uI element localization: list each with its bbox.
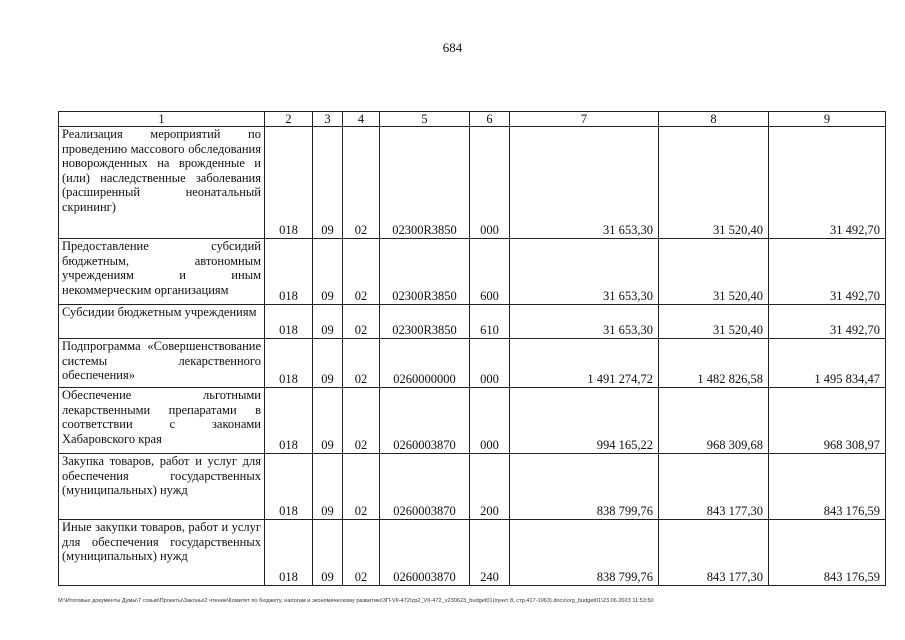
cell-ministry: 018	[265, 239, 313, 305]
cell-expense-type: 240	[470, 520, 510, 586]
row-name-cell	[59, 305, 265, 339]
cell-amount-year2: 843 177,30	[659, 454, 769, 520]
cell-amount-year2: 31 520,40	[659, 127, 769, 239]
cell-amount-year3: 968 308,97	[769, 388, 886, 454]
cell-subsection: 02	[343, 127, 380, 239]
cell-amount-year2: 968 309,68	[659, 388, 769, 454]
cell-section: 09	[313, 127, 343, 239]
cell-subsection: 02	[343, 239, 380, 305]
cell-amount-year3: 1 495 834,47	[769, 339, 886, 388]
cell-expense-type: 000	[470, 127, 510, 239]
table-row	[59, 388, 886, 454]
cell-expense-type: 200	[470, 454, 510, 520]
cell-expense-type: 000	[470, 339, 510, 388]
row-name-cell	[59, 339, 265, 388]
cell-subsection: 02	[343, 520, 380, 586]
header-row	[59, 112, 886, 127]
table-row	[59, 305, 886, 339]
page-number: 684	[442, 40, 463, 55]
cell-ministry: 018	[265, 520, 313, 586]
cell-ministry: 018	[265, 305, 313, 339]
cell-target-article: 0260003870	[380, 520, 470, 586]
row-name-cell	[59, 388, 265, 454]
document-footer-path: M:\Итоговые документы Думы\7 созыв\Проекты\Законы\2 чтение\Комитет по бюджету, налогам и экономическому развитию\ЗП-VII-472\zp2_VII-472_v230623_budget01(пункт 8, стр.417-1063).docx\org_budget01\23.06.2023 11:53:50	[58, 598, 654, 604]
cell-subsection: 02	[343, 305, 380, 339]
budget-table	[58, 111, 886, 586]
cell-section: 09	[313, 454, 343, 520]
cell-section: 09	[313, 339, 343, 388]
cell-amount-year3: 31 492,70	[769, 127, 886, 239]
header-cell: 7	[510, 112, 659, 127]
cell-amount-year1: 31 653,30	[510, 305, 659, 339]
cell-section: 09	[313, 305, 343, 339]
cell-amount-year1: 838 799,76	[510, 520, 659, 586]
cell-subsection: 02	[343, 339, 380, 388]
cell-amount-year2: 1 482 826,58	[659, 339, 769, 388]
cell-target-article: 0260000000	[380, 339, 470, 388]
row-name: Обеспечение льготными лекарственными препаратами в соответствии с законами Хабаровского края	[62, 388, 261, 446]
row-name-cell	[59, 454, 265, 520]
header-cell: 5	[380, 112, 470, 127]
cell-target-article: 0260003870	[380, 388, 470, 454]
cell-ministry: 018	[265, 127, 313, 239]
cell-expense-type: 600	[470, 239, 510, 305]
header-cell: 3	[313, 112, 343, 127]
table-row	[59, 520, 886, 586]
cell-amount-year3: 31 492,70	[769, 305, 886, 339]
cell-section: 09	[313, 520, 343, 586]
row-name: Закупка товаров, работ и услуг для обеспечения государственных (муниципальных) нужд	[62, 454, 261, 498]
cell-amount-year3: 31 492,70	[769, 239, 886, 305]
cell-amount-year3: 843 176,59	[769, 454, 886, 520]
table-row	[59, 454, 886, 520]
cell-section: 09	[313, 388, 343, 454]
cell-amount-year3: 843 176,59	[769, 520, 886, 586]
cell-ministry: 018	[265, 339, 313, 388]
cell-amount-year1: 31 653,30	[510, 127, 659, 239]
row-name: Реализация мероприятий по проведению массового обследования новорожденных на врожденные и (или) наследственные заболевания (расширенный неонатальный скрининг)	[62, 127, 261, 214]
cell-amount-year2: 31 520,40	[659, 239, 769, 305]
row-name-cell	[59, 520, 265, 586]
header-cell: 9	[769, 112, 886, 127]
cell-amount-year1: 31 653,30	[510, 239, 659, 305]
cell-target-article: 02300R3850	[380, 305, 470, 339]
cell-section: 09	[313, 239, 343, 305]
table-row	[59, 127, 886, 239]
cell-amount-year2: 843 177,30	[659, 520, 769, 586]
row-name: Предоставление субсидий бюджетным, автономным учреждениям и иным некоммерческим организациям	[62, 239, 261, 297]
row-name: Субсидии бюджетным учреждениям	[62, 305, 257, 319]
row-name: Иные закупки товаров, работ и услуг для обеспечения государственных (муниципальных) нужд	[62, 520, 261, 564]
row-name: Подпрограмма «Совершенствование системы лекарственного обеспечения»	[62, 339, 261, 383]
cell-target-article: 02300R3850	[380, 127, 470, 239]
cell-amount-year2: 31 520,40	[659, 305, 769, 339]
table-row	[59, 339, 886, 388]
cell-subsection: 02	[343, 454, 380, 520]
cell-expense-type: 000	[470, 388, 510, 454]
header-cell: 6	[470, 112, 510, 127]
header-cell: 1	[59, 112, 265, 127]
row-name-cell	[59, 127, 265, 239]
cell-target-article: 02300R3850	[380, 239, 470, 305]
cell-amount-year1: 838 799,76	[510, 454, 659, 520]
cell-ministry: 018	[265, 388, 313, 454]
row-name-cell	[59, 239, 265, 305]
header-cell: 2	[265, 112, 313, 127]
cell-target-article: 0260003870	[380, 454, 470, 520]
header-cell: 4	[343, 112, 380, 127]
cell-ministry: 018	[265, 454, 313, 520]
cell-expense-type: 610	[470, 305, 510, 339]
cell-amount-year1: 1 491 274,72	[510, 339, 659, 388]
header-cell: 8	[659, 112, 769, 127]
cell-amount-year1: 994 165,22	[510, 388, 659, 454]
table-row	[59, 239, 886, 305]
cell-subsection: 02	[343, 388, 380, 454]
